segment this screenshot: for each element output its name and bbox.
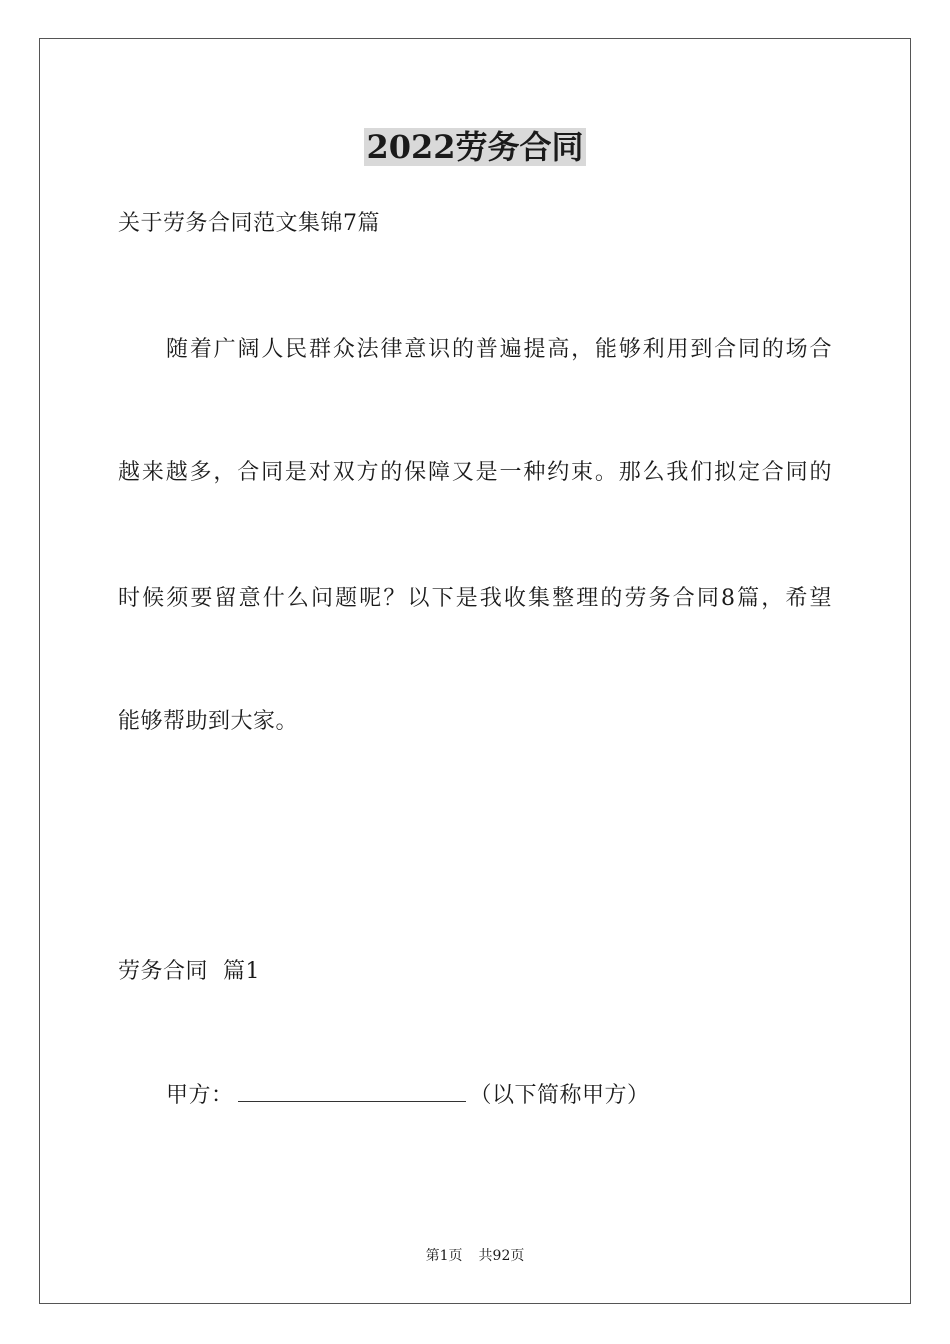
party-a-note: （以下简称甲方） bbox=[469, 1083, 650, 1108]
intro-line-3: 时候须要留意什么问题呢？以下是我收集整理的劳务合同8篇，希望 bbox=[118, 586, 832, 611]
section-heading: 劳务合同 篇1 bbox=[118, 959, 260, 984]
party-a-label: 甲方： bbox=[166, 1083, 234, 1108]
document-subtitle: 关于劳务合同范文集锦7篇 bbox=[118, 211, 380, 236]
document-title bbox=[0, 124, 950, 170]
page-total: 共92页 bbox=[478, 1248, 525, 1264]
page-current: 第1页 bbox=[425, 1248, 463, 1264]
intro-line-2: 越来越多，合同是对双方的保障又是一种约束。那么我们拟定合同的 bbox=[118, 460, 832, 485]
page-footer bbox=[0, 1246, 950, 1266]
party-a-blank-field[interactable] bbox=[238, 1081, 466, 1102]
party-a-line bbox=[166, 1081, 650, 1111]
intro-line-4: 能够帮助到大家。 bbox=[118, 709, 299, 734]
intro-line-1: 随着广阔人民群众法律意识的普遍提高，能够利用到合同的场合 bbox=[166, 337, 832, 362]
document-title-text: 2022劳务合同 bbox=[366, 128, 584, 166]
